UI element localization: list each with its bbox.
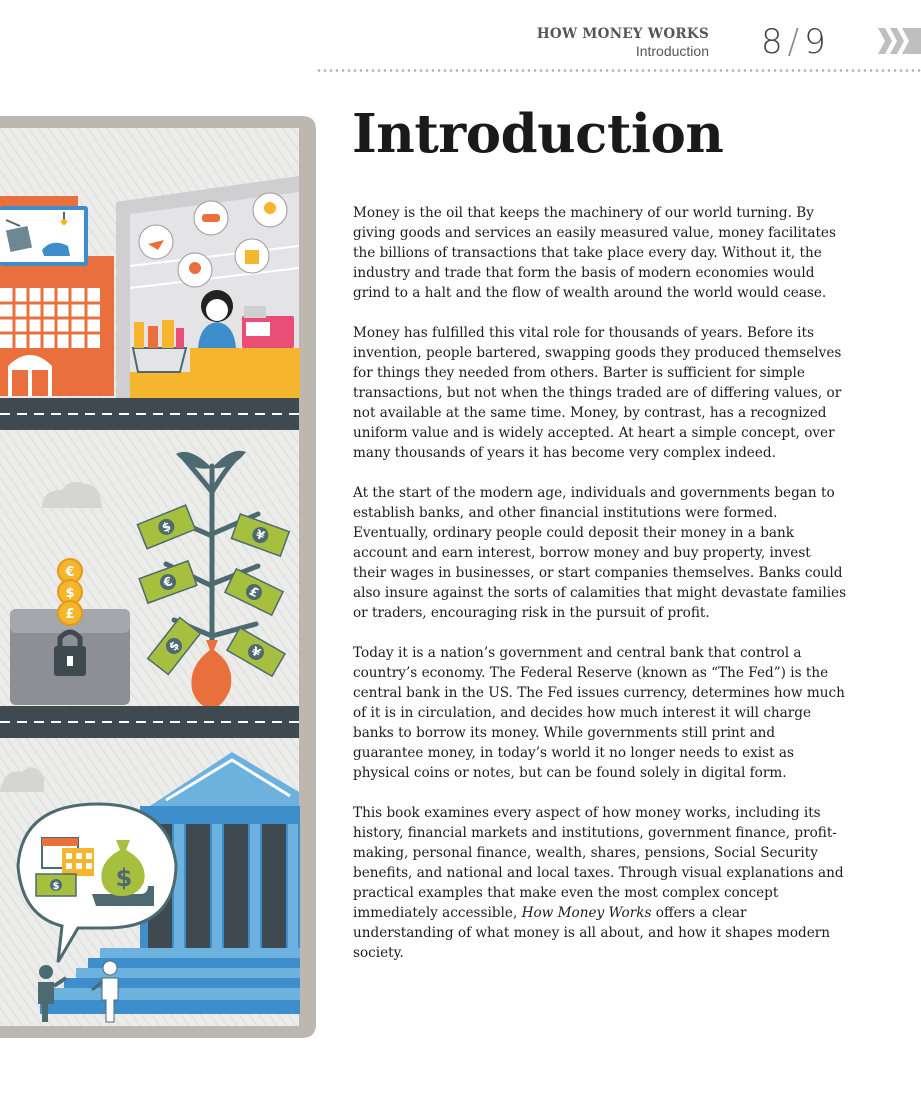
economy-illustration xyxy=(0,116,320,1041)
paragraph-text: This book examines every aspect of how money works, including its history, financial markets and institutions, government finance, profit-making, personal finance, wealth, shares, pensions, Social Security benefits, and national and local taxes. Through visual explanations and practical examples that make even the most complex concept immediately accessible, xyxy=(353,805,844,921)
page-total: 9 xyxy=(804,22,827,62)
paragraph: At the start of the modern age, individuals and governments began to establish banks, and other financial institutions were formed. Eventually, ordinary people could deposit their money in a bank account and earn interest, borrow money and buy property, invest their wages in businesses, or start companies themselves. Banks could also insure against the sorts of calamities that might devastate families or traders, encouraging risk in the pursuit of profit. xyxy=(353,485,847,621)
coin-symbol: £ xyxy=(65,607,75,622)
paragraph: Today it is a nation’s government and central bank that control a country’s economy. The Federal Reserve (known as “The Fed”) is the central bank in the US. The Fed issues currency, determines how much of it is in circulation, and decides how much interest it will charge banks to borrow its money. While governments still print and guarantee money, in today’s world it no longer needs to exist as physical coins or notes, but can be found solely in digital form. xyxy=(353,645,845,781)
note-symbol: $ xyxy=(165,638,183,654)
note-symbol: ¥ xyxy=(248,643,264,661)
money-bag-symbol: $ xyxy=(115,864,133,892)
paragraph: Money is the oil that keeps the machinery of our world turning. By giving goods and services an easily measured value, money facilitates the billions of transactions that take place every day. Without it, the industry and trade that form the basis of modern economies would grind to a halt and the flow of wealth around the world would cease. xyxy=(353,205,836,301)
paragraph xyxy=(353,803,848,963)
note-symbol: $ xyxy=(159,518,173,535)
shop-scene xyxy=(0,176,300,398)
header-divider xyxy=(316,69,921,72)
next-page-chevron-icon[interactable] xyxy=(876,26,921,56)
note-symbol: $ xyxy=(52,881,60,892)
page-indicator xyxy=(761,22,827,62)
coin-symbol: € xyxy=(65,565,75,580)
article-body xyxy=(353,203,848,983)
road xyxy=(0,398,299,430)
note-symbol: £ xyxy=(247,583,261,601)
section-name: Introduction xyxy=(635,43,709,59)
note-symbol: € xyxy=(161,573,175,591)
book-title-italic: How Money Works xyxy=(521,905,652,921)
page-separator: / xyxy=(787,22,801,62)
page-current: 8 xyxy=(761,22,784,62)
book-title: HOW MONEY WORKS xyxy=(536,26,709,42)
paragraph-text: offers a clear understanding of what money is all about, and how it shapes modern society. xyxy=(353,905,831,961)
page-title: Introduction xyxy=(352,103,724,165)
road xyxy=(0,706,299,738)
paragraph: Money has fulfilled this vital role for thousands of years. Before its invention, people bartered, swapping goods they produced themselves for things they needed from others. Barter is sufficient for simple transactions, but not when the things traded are of differing values, or not available at the same time. Money, by contrast, has a recognized uniform value and is widely accepted. At heart a simple concept, over many thousands of years it has become very complex indeed. xyxy=(353,325,842,461)
note-symbol: ¥ xyxy=(254,527,267,544)
coin-symbol: $ xyxy=(65,586,75,601)
